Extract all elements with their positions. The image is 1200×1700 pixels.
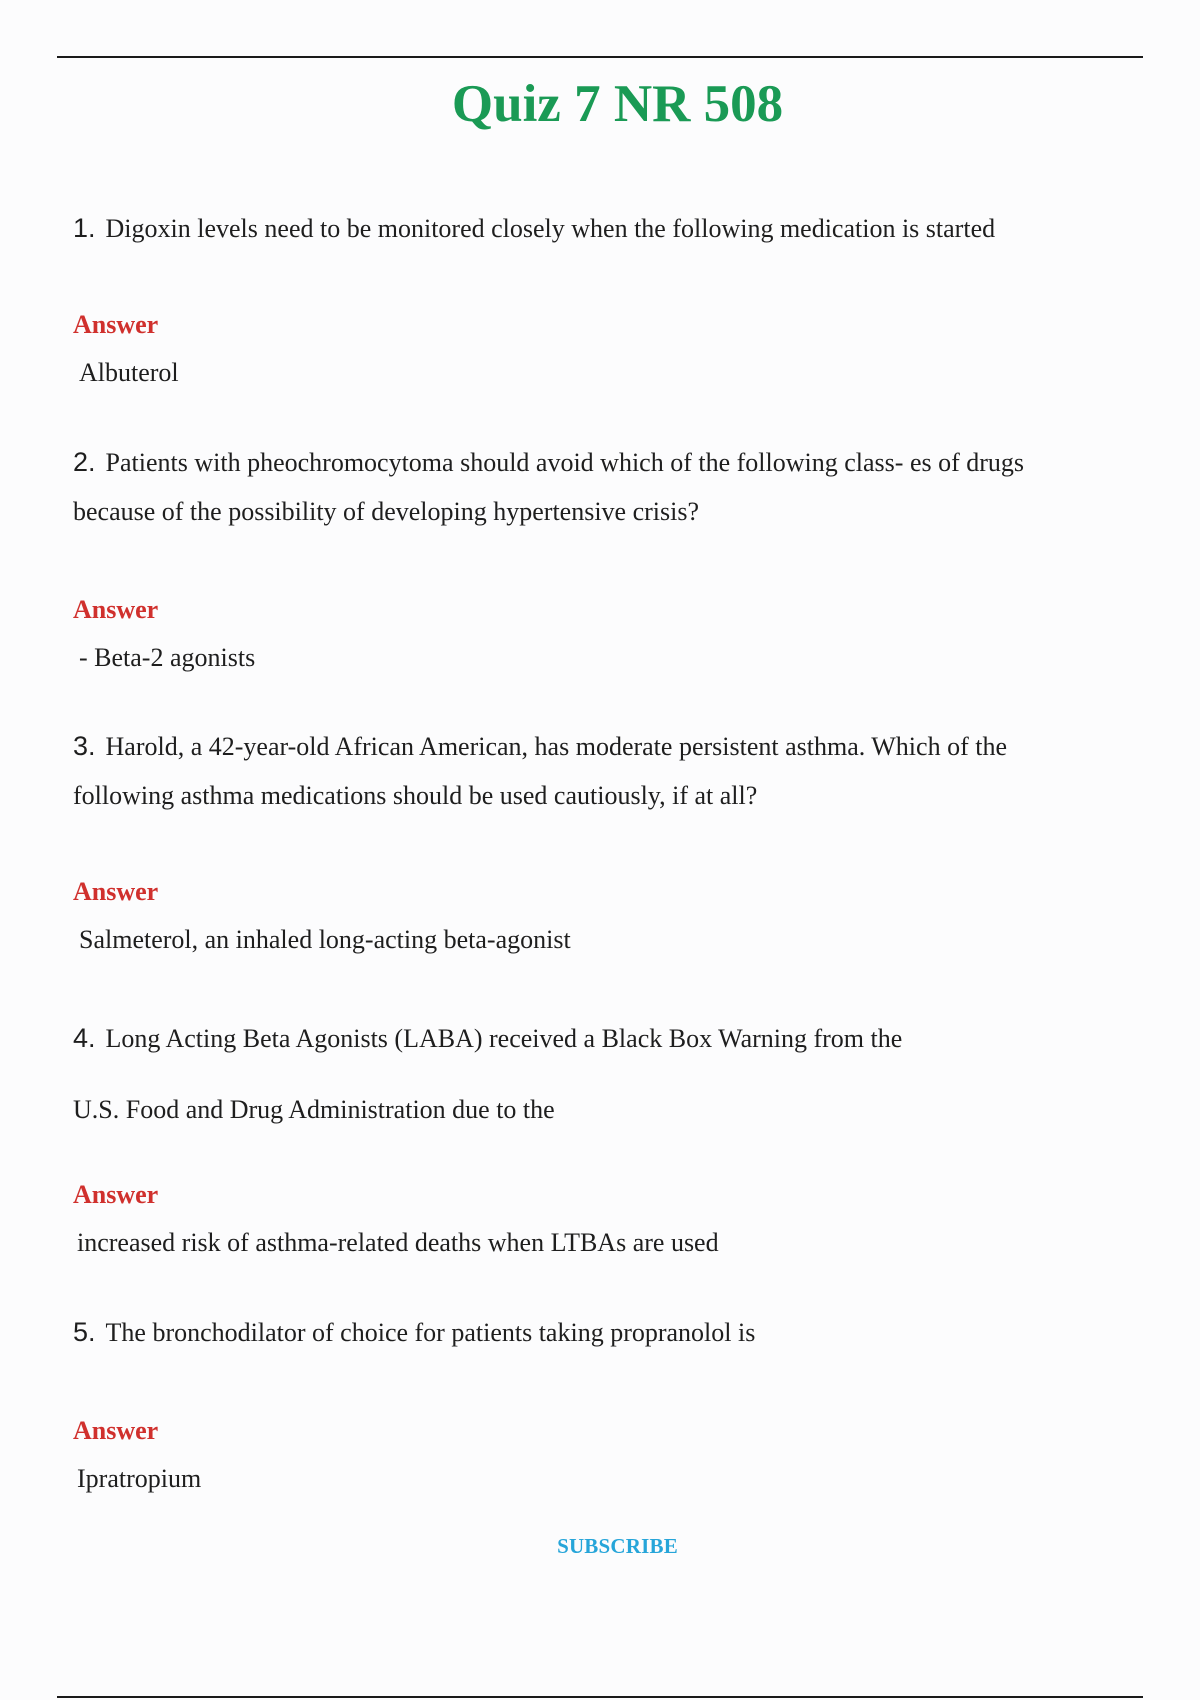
top-rule — [57, 56, 1143, 58]
question-4 — [73, 1003, 1133, 1145]
question-text: Digoxin levels need to be monitored closely when the following medication is started — [105, 214, 996, 243]
question-number: 2. — [73, 447, 96, 477]
answer-text: - Beta-2 agonists — [79, 643, 256, 672]
answer-label: Answer — [73, 1180, 159, 1209]
answer-1 — [73, 310, 1133, 388]
answer-text: Ipratropium — [77, 1464, 202, 1493]
question-number: 3. — [73, 731, 96, 761]
question-text-line-1: Harold, a 42-year-old African American, has moderate persistent asthma. Which of the — [105, 732, 1007, 761]
question-1 — [73, 204, 1133, 253]
question-text-line-2: U.S. Food and Drug Administration due to the — [73, 1095, 555, 1124]
question-text-line-1: Patients with pheochromocytoma should avoid which of the following class- es of drugs — [105, 448, 1025, 477]
answer-text: Albuterol — [79, 358, 179, 387]
question-number: 1. — [73, 213, 96, 243]
answer-label: Answer — [73, 877, 159, 906]
answer-3 — [73, 877, 1133, 955]
subscribe-link[interactable]: SUBSCRIBE — [557, 1534, 678, 1558]
question-2 — [73, 438, 1133, 536]
question-text-line-2: because of the possibility of developing hypertensive crisis? — [73, 497, 700, 526]
question-3 — [73, 722, 1133, 820]
answer-text: increased risk of asthma-related deaths when LTBAs are used — [77, 1228, 719, 1257]
question-number: 4. — [73, 1023, 96, 1053]
question-text: The bronchodilator of choice for patients taking propranolol is — [105, 1318, 756, 1347]
answer-text: Salmeterol, an inhaled long-acting beta-agonist — [79, 925, 571, 954]
answer-label: Answer — [73, 310, 159, 339]
question-number: 5. — [73, 1317, 96, 1347]
question-text-line-2: following asthma medications should be used cautiously, if at all? — [73, 781, 758, 810]
answer-label: Answer — [73, 595, 159, 624]
bottom-rule — [57, 1696, 1143, 1698]
page-title: Quiz 7 NR 508 — [451, 75, 784, 133]
answer-4 — [73, 1180, 1133, 1258]
answer-2 — [73, 595, 1133, 673]
answer-5 — [73, 1416, 1133, 1494]
answer-label: Answer — [73, 1416, 159, 1445]
question-text-line-1: Long Acting Beta Agonists (LABA) received a Black Box Warning from the — [105, 1024, 903, 1053]
question-5 — [73, 1308, 1133, 1357]
